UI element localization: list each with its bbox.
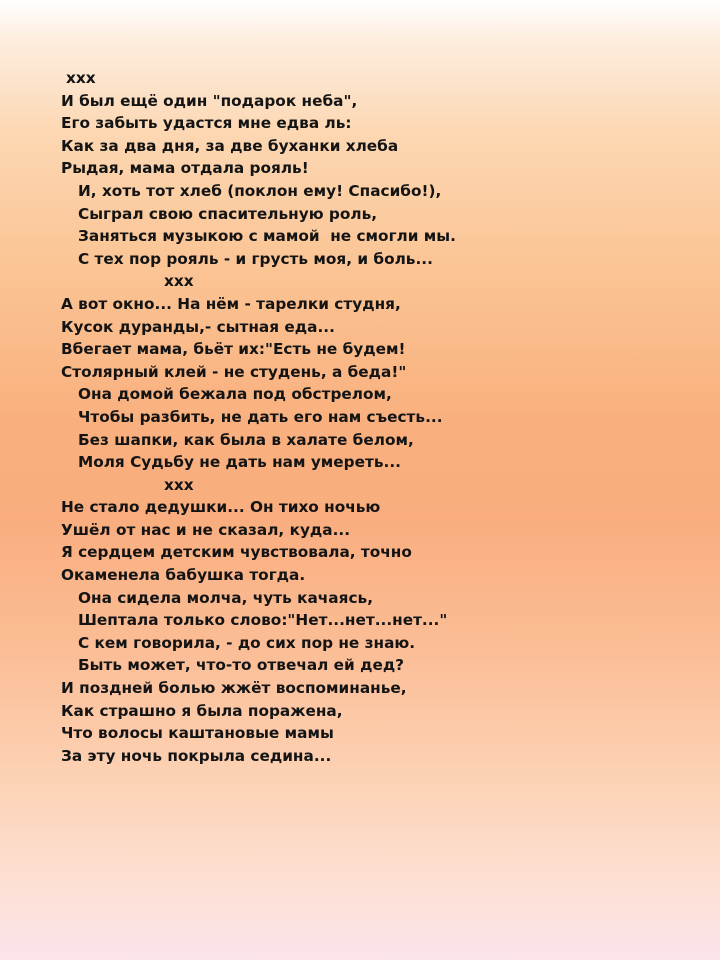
poem-line: И поздней болью жжёт воспоминанье, [61, 679, 407, 698]
stanza-separator: xxx [164, 272, 194, 291]
poem-line: Столярный клей - не студень, а беда!" [61, 362, 407, 381]
poem-line: Что волосы каштановые мамы [61, 724, 334, 743]
poem-line: Шептала только слово:"Нет...нет...нет..." [78, 611, 448, 630]
poem-line: Она сидела молча, чуть качаясь, [78, 588, 374, 607]
poem-line: За эту ночь покрыла седина... [61, 746, 332, 765]
poem-line: Как за два дня, за две буханки хлеба [61, 136, 399, 155]
poem-line: Чтобы разбить, не дать его нам съесть... [78, 407, 443, 426]
poem-line: И был ещё один "подарок неба", [61, 91, 358, 110]
poem-text [61, 67, 701, 767]
poem-line: Кусок дуранды,- сытная еда... [61, 317, 335, 336]
poem-line: Его забыть удастся мне едва ль: [61, 114, 352, 133]
poem-line: Рыдая, мама отдала рояль! [61, 159, 309, 178]
poem-line: С тех пор рояль - и грусть моя, и боль... [78, 249, 433, 268]
poem-line: Ушёл от нас и не сказал, куда... [61, 520, 351, 539]
poem-line: Без шапки, как была в халате белом, [78, 430, 414, 449]
poem-line: Она домой бежала под обстрелом, [78, 385, 392, 404]
poem-line: Быть может, что-то отвечал ей дед? [78, 656, 405, 675]
stanza-separator: xxx [164, 475, 194, 494]
poem-line: Как страшно я была поражена, [61, 701, 343, 720]
poem-line: Моля Судьбу не дать нам умереть... [78, 453, 401, 472]
poem-line: А вот окно... На нём - тарелки студня, [61, 294, 401, 313]
poem-line: Сыграл свою спасительную роль, [78, 204, 378, 223]
poem-line: Заняться музыкою с мамой не смогли мы. [78, 227, 456, 246]
poem-line: С кем говорила, - до сих пор не знаю. [78, 633, 416, 652]
stanza-separator: xxx [66, 69, 96, 87]
poem-line: Вбегает мама, бьёт их:"Есть не будем! [61, 340, 406, 359]
poem-line: Окаменела бабушка тогда. [61, 566, 306, 585]
poem-line: Я сердцем детским чувствовала, точно [61, 543, 412, 562]
poem-line: Не стало дедушки... Он тихо ночью [61, 498, 381, 517]
poem-line: И, хоть тот хлеб (поклон ему! Спасибо!), [78, 181, 442, 200]
